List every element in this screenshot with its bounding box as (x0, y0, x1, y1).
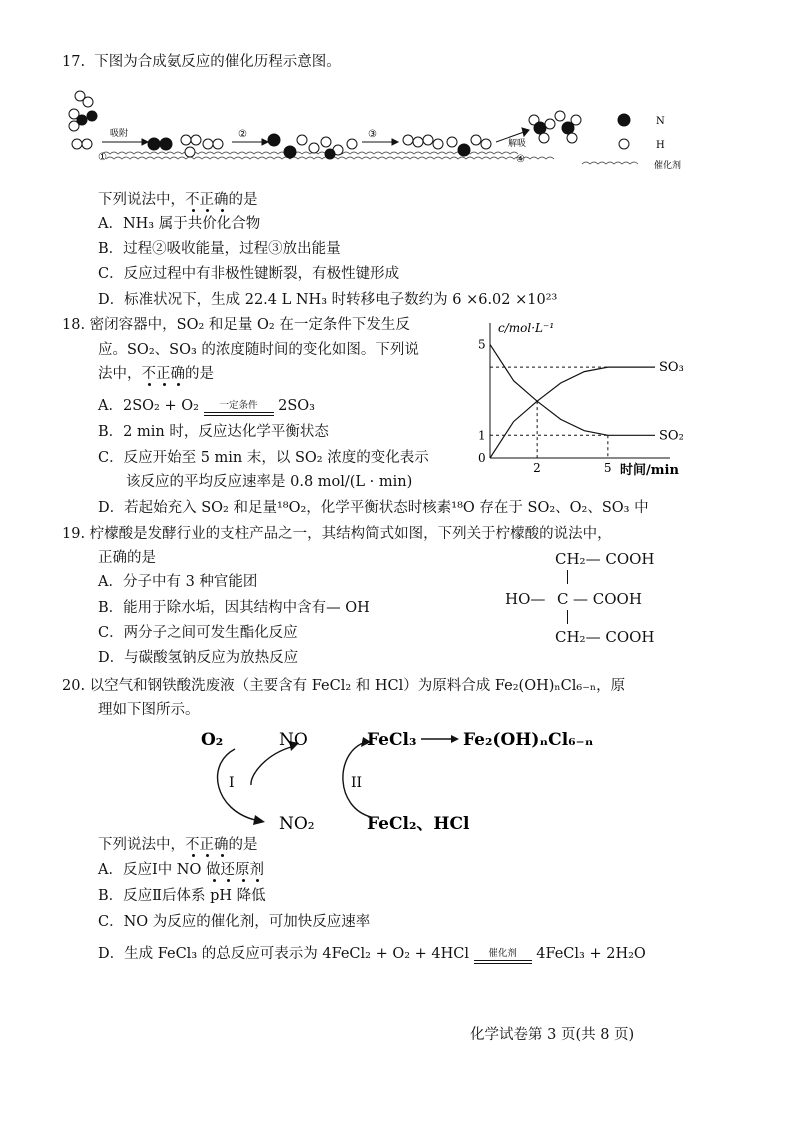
legend-catalyst: 催化剂 (654, 161, 682, 171)
q20-question: 下列说法中，不正确的是 (98, 837, 258, 853)
catalyst-surface (102, 152, 638, 164)
citric-acid-structure: CH₂— COOH HO— C — COOH CH₂— COOH (505, 550, 655, 646)
q19-option-d: D．与碳酸氢钠反应为放热反应 (98, 650, 299, 666)
q17-option-c: C．反应过程中有非极性键断裂，有极性键形成 (98, 266, 400, 282)
emphasis-dotted: 做还原剂 (206, 862, 264, 878)
q19-stem-2: 正确的是 (98, 550, 156, 566)
emphasis-dotted: 不正确 (185, 837, 229, 853)
svg-text:NO: NO (279, 730, 308, 750)
condition-arrow: 一定条件 (204, 401, 274, 416)
series-line-so3 (490, 367, 655, 458)
svg-text:④: ④ (516, 154, 525, 165)
legend-h: H (656, 140, 665, 151)
q19-stem-1: 19. 柠檬酸是发酵行业的支柱产品之一，其结构简式如图，下列关于柠檬酸的说法中， (62, 526, 612, 542)
svg-text:NO₂: NO₂ (279, 814, 315, 834)
svg-text:I: I (229, 775, 235, 791)
q20-option-d: D．生成 FeCl₃ 的总反应可表示为 4FeCl₂ + O₂ + 4HCl 催化剂 4FeCl₃ + 2H₂O (98, 946, 646, 962)
legend-n-icon (618, 114, 630, 126)
step4-label: 解吸 (508, 139, 527, 149)
svg-text:Fe₂(OH)ₙCl₆₋ₙ: Fe₂(OH)ₙCl₆₋ₙ (463, 730, 594, 750)
legend-n: N (656, 116, 665, 127)
condition-arrow: 催化剂 (474, 949, 532, 964)
x-tick-label: 5 (603, 461, 612, 475)
svg-text:FeCl₂、HCl: FeCl₂、HCl (367, 814, 470, 834)
q17-stem: 17. 下图为合成氨反应的催化历程示意图。 (62, 54, 341, 70)
q18-option-d: D．若起始充入 SO₂ 和足量¹⁸O₂，化学平衡状态时核素¹⁸O 存在于 SO₂、O₂、SO₃ 中 (98, 500, 649, 516)
q20-cycle-diagram (195, 725, 695, 835)
q17-option-d: D．标准状况下，生成 22.4 L NH₃ 时转移电子数约为 6 ×6.02 ×10²³ (98, 292, 558, 308)
q17-option-a: A．NH₃ 属于共价化合物 (98, 216, 261, 232)
series-label: SO₃ (659, 360, 684, 376)
step1-label: 吸附 (110, 129, 129, 139)
q20-number: 20. (62, 678, 86, 694)
q20-option-c: C．NO 为反应的催化剂，可加快反应速率 (98, 914, 371, 930)
legend-h-icon (619, 139, 629, 149)
series-line-so2 (490, 344, 655, 435)
molecules (69, 91, 630, 159)
svg-text:II: II (351, 775, 363, 791)
q18-option-a: A．2SO₂ + O₂ 一定条件 2SO₃ (98, 398, 315, 414)
q19-option-c: C．两分子之间可发生酯化反应 (98, 625, 298, 641)
q17-number: 17. (62, 54, 86, 70)
x-tick-label: 2 (533, 461, 541, 475)
emphasis-dotted: 不正确 (141, 366, 185, 382)
q18-stem-3: 法中，不正确的是 (98, 366, 214, 382)
q20-option-b: B．反应Ⅱ后体系 pH 降低 (98, 888, 266, 904)
q20-stem-1: 20. 以空气和钢铁酸洗废液（主要含有 FeCl₂ 和 HCl）为原料合成 Fe₂(OH)ₙCl₆₋ₙ，原 (62, 678, 626, 694)
emphasis-dotted: 不正确 (185, 192, 229, 208)
q19-option-a: A．分子中有 3 种官能团 (98, 574, 258, 590)
y-tick-label: 5 (478, 337, 486, 352)
q20-stem-2: 理如下图所示。 (98, 702, 200, 718)
page-footer: 化学试卷第 3 页(共 8 页) (470, 1027, 635, 1043)
svg-text:FeCl₃: FeCl₃ (367, 730, 417, 750)
y-tick-label: 1 (478, 428, 486, 443)
q18-number: 18. (62, 317, 86, 333)
q17-catalysis-diagram (62, 82, 712, 177)
q17-option-b: B．过程②吸收能量，过程③放出能量 (98, 241, 341, 257)
x-tick-label: 0 (478, 451, 486, 465)
svg-text:O₂: O₂ (201, 730, 224, 750)
cycle-i-left-arc (218, 749, 255, 820)
q18-option-c-1: C．反应开始至 5 min 末，以 SO₂ 浓度的变化表示 (98, 450, 429, 466)
svg-text:①: ① (98, 152, 107, 163)
svg-text:②: ② (238, 129, 247, 140)
y-axis-label: c/mol·L⁻¹ (498, 321, 555, 335)
q17-question: 下列说法中，不正确的是 (98, 192, 258, 208)
q18-stem-2: 应。SO₂、SO₃ 的浓度随时间的变化如图。下列说 (98, 342, 419, 358)
x-axis-label: 时间/min (620, 463, 679, 478)
q18-concentration-chart (470, 320, 710, 480)
cycle-i-right-arc (251, 747, 291, 785)
series-label: SO₂ (659, 428, 684, 444)
svg-text:③: ③ (368, 129, 377, 140)
q18-option-b: B．2 min 时，反应达化学平衡状态 (98, 424, 329, 440)
q18-stem-1: 18. 密闭容器中，SO₂ 和足量 O₂ 在一定条件下发生反 (62, 317, 410, 333)
q19-option-b: B．能用于除水垢，因其结构中含有— OH (98, 600, 370, 616)
q19-number: 19. (62, 526, 86, 542)
q18-option-c-2: 该反应的平均反应速率是 0.8 mol/(L · min) (126, 474, 413, 490)
q20-option-a: A．反应Ⅰ中 NO 做还原剂 (98, 862, 264, 878)
